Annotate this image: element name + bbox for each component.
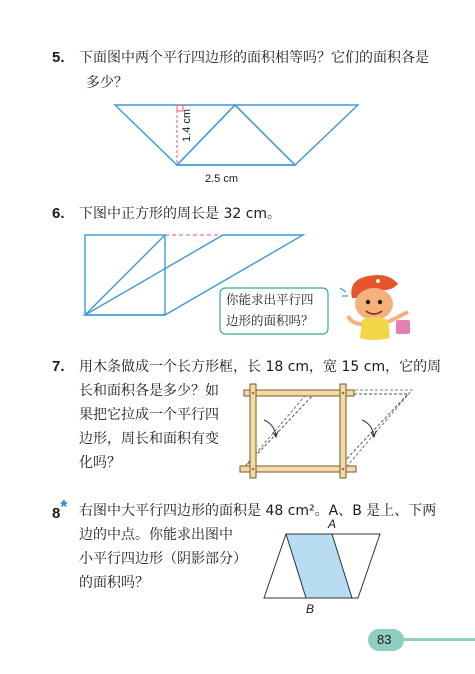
problem-7-number: 7. [52, 358, 65, 375]
problem-5-number: 5. [52, 49, 65, 66]
height-label: 1.4 cm [181, 108, 193, 142]
problem-7-line-5: 化吗？ [79, 455, 121, 471]
problem-6-line-1: 下图中正方形的周长是 32 cm。 [79, 206, 282, 222]
problem-8-figure [262, 516, 392, 616]
problem-6-number: 6. [52, 205, 65, 222]
problem-8-line-3: 小平行四边形（阴影部分） [79, 551, 247, 567]
problem-7-line-1: 用木条做成一个长方形框，长 18 cm，宽 15 cm，它的周 [79, 359, 442, 375]
problem-7-line-4: 边形，周长和面积有变 [79, 431, 219, 447]
wood-right [340, 384, 346, 478]
problem-7-line-3: 果把它拉成一个平行四 [79, 407, 219, 423]
problem-5-line-2: 多少？ [86, 75, 128, 91]
problem-8-number [52, 497, 68, 523]
pulled-parallelogram [244, 394, 408, 468]
wood-bottom [240, 466, 356, 472]
cartoon-character [338, 268, 418, 346]
bubble-line-1: 你能求出平行四 [226, 292, 314, 307]
problem-7-line-2: 长和面积各是多少？如 [79, 383, 219, 399]
wood-top [244, 390, 354, 396]
base-label: 2.5 cm [205, 173, 239, 185]
problem-8-digit: 8 [52, 505, 61, 522]
problem-8-line-1: 右图中大平行四边形的面积是 48 cm²。A、B 是上、下两 [79, 503, 437, 519]
wood-left [250, 384, 256, 478]
bubble-line-2: 边形的面积吗？ [226, 313, 314, 328]
point-a-label: A [328, 517, 337, 531]
problem-8-line-2: 边的中点。你能求出图中 [79, 527, 233, 543]
challenge-star: * [60, 497, 68, 517]
problem-8-line-4: 的面积吗？ [79, 575, 149, 591]
page-number: 83 [377, 632, 392, 647]
point-b-label: B [306, 602, 315, 616]
problem-7-figure [236, 382, 416, 482]
problem-5-figure [110, 100, 370, 190]
problem-5-line-1: 下面图中两个平行四边形的面积相等吗？它们的面积各是 [79, 50, 429, 66]
